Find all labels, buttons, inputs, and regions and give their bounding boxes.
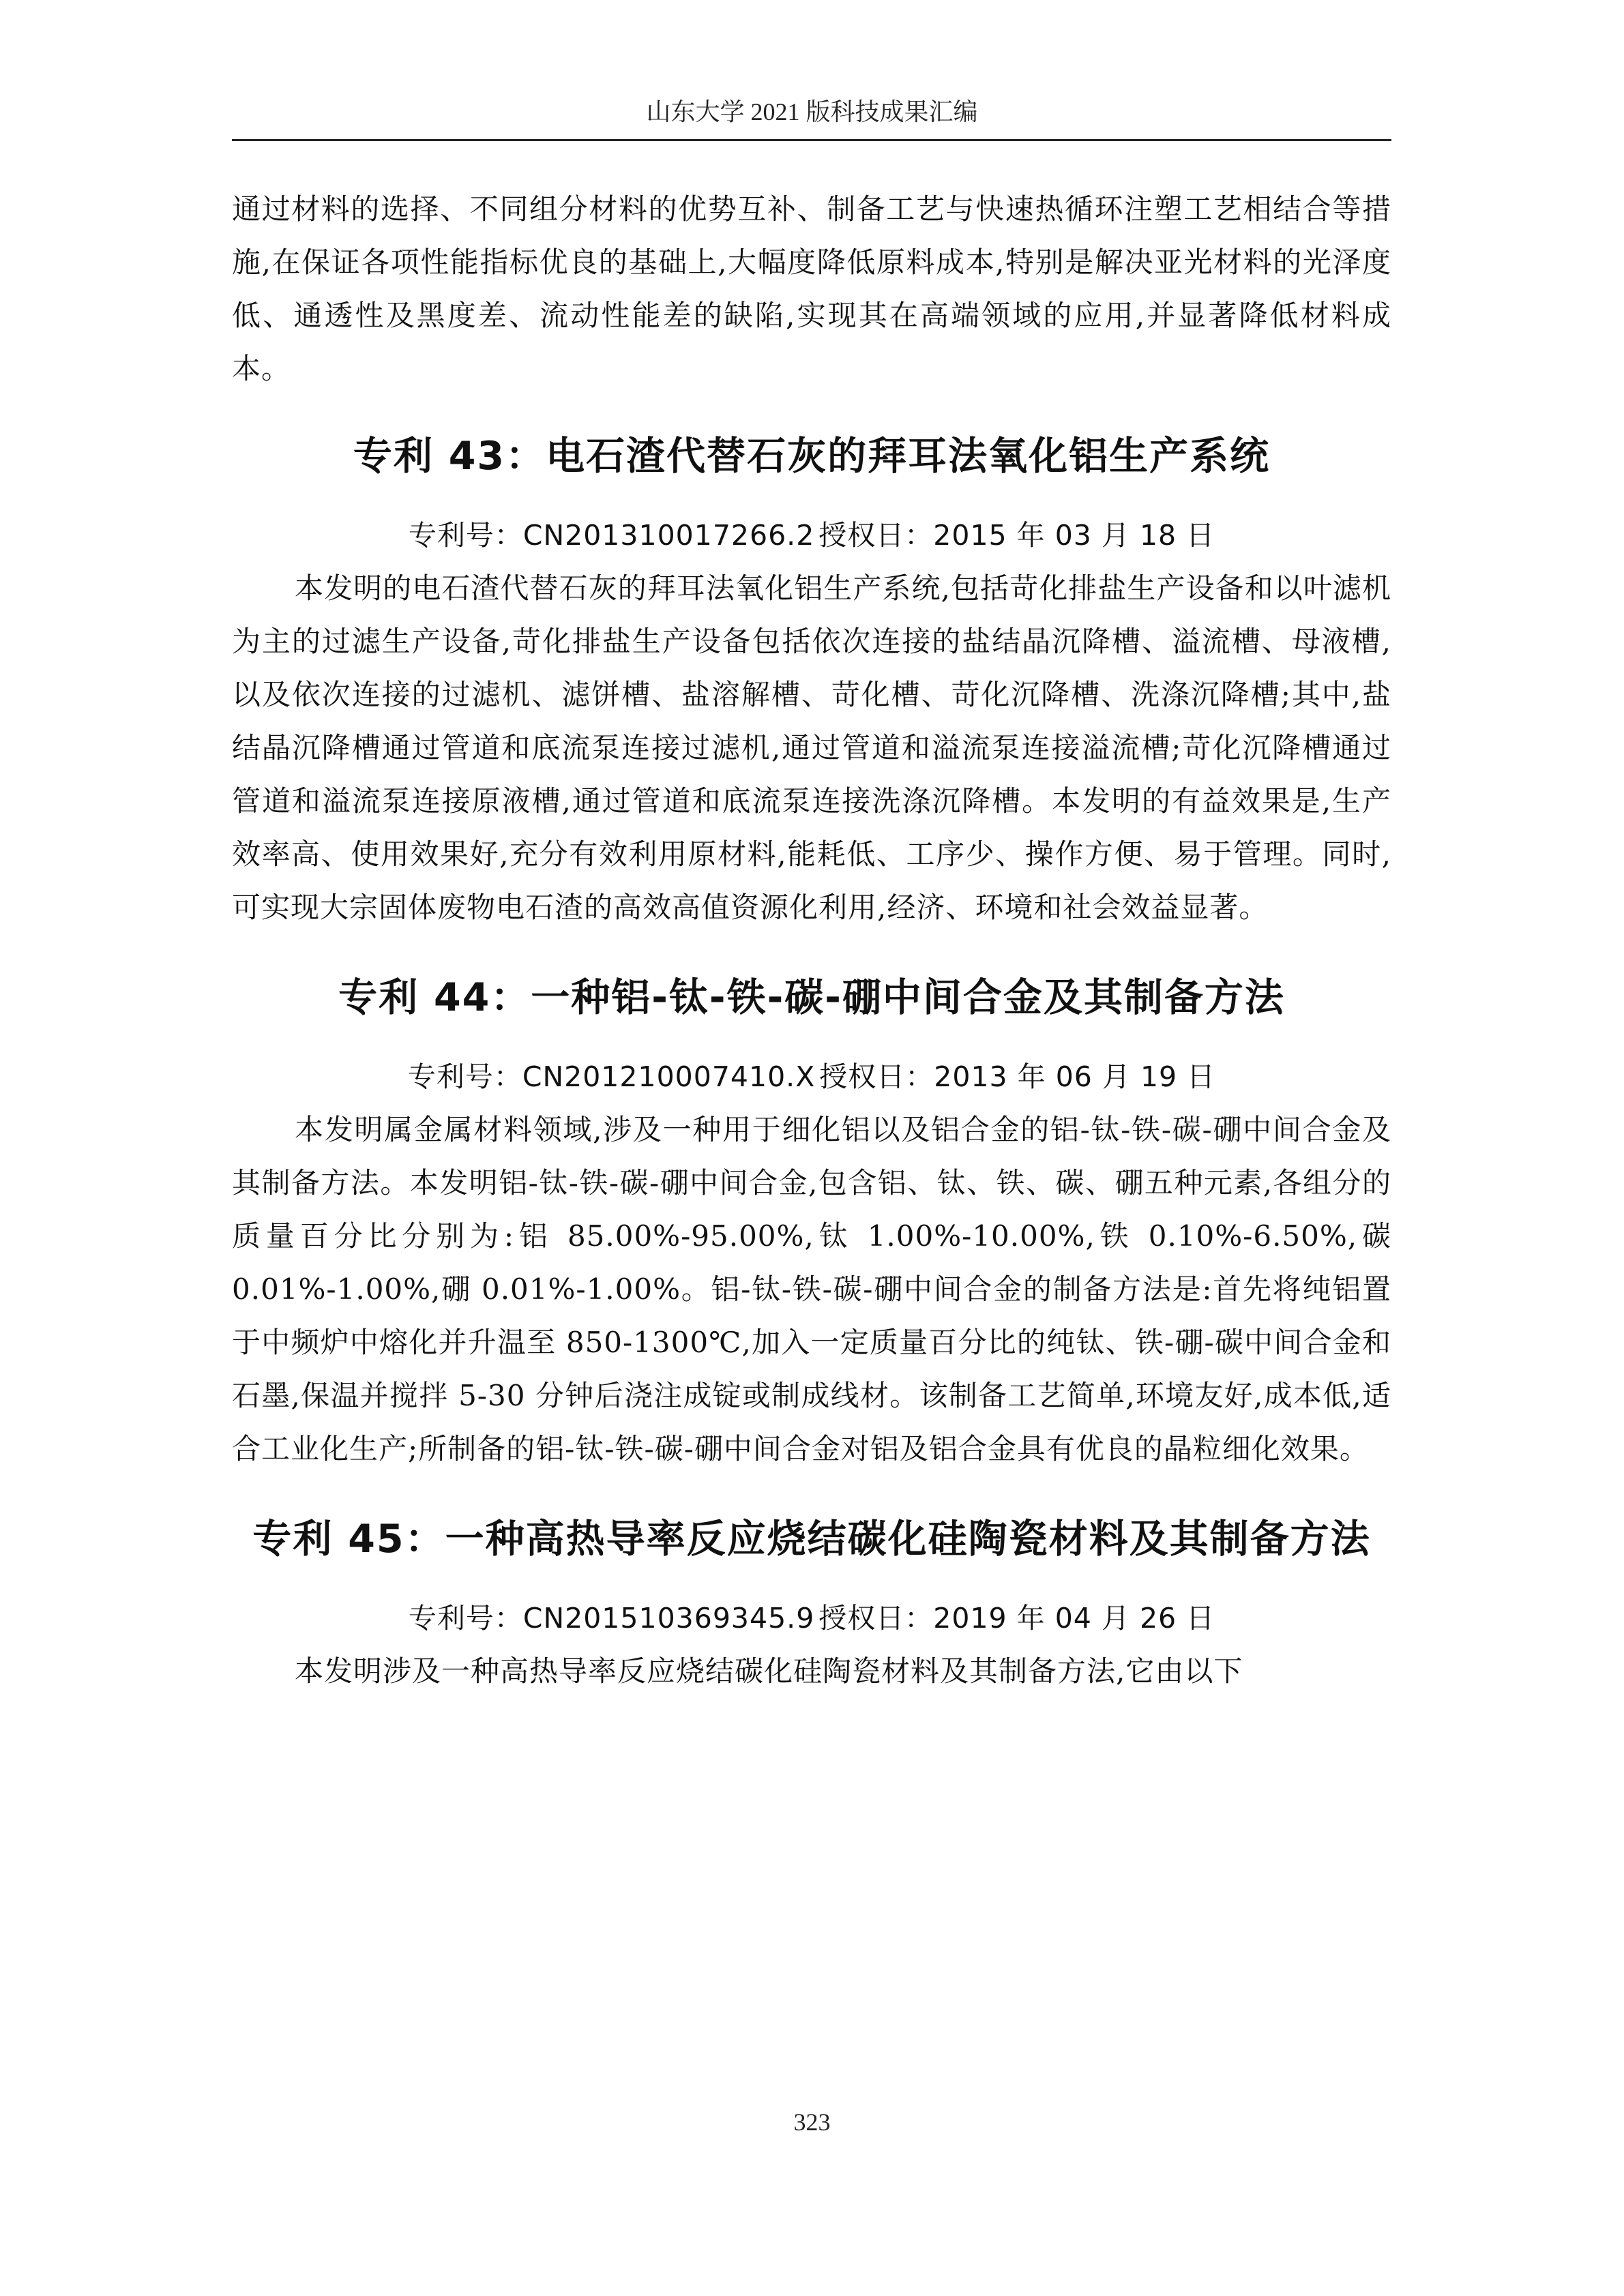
patent-45-number: 专利号：CN201510369345.9 [408, 1602, 815, 1635]
patent-43-section [232, 412, 1391, 934]
patent-43-grant-date: 授权日：2015 年 03 月 18 日 [818, 519, 1215, 552]
patent-44-number: 专利号：CN201210007410.X [407, 1060, 816, 1093]
intro-paragraph: 通过材料的选择、不同组分材料的优势互补、制备工艺与快速热循环注塑工艺相结合等措施,在保证各项性能指标优良的基础上,大幅度降低原料成本,特别是解决亚光材料的光泽度低、通透性及黑度差、流动性能差的缺陷,实现其在高端领域的应用,并显著降低材料成本。 [232, 192, 1391, 385]
patent-44-section [232, 953, 1391, 1476]
patent-45-title: 专利 45：一种高热导率反应烧结碳化硅陶瓷材料及其制备方法 [252, 1517, 1371, 1562]
patent-45-section [232, 1495, 1391, 1698]
page-number: 323 [793, 2108, 831, 2136]
patent-44-meta [232, 1050, 1391, 1103]
patent-45-meta [232, 1592, 1391, 1645]
header-divider [232, 139, 1391, 141]
patent-44-abstract: 本发明属金属材料领域,涉及一种用于细化铝以及铝合金的铝-钛-铁-碳-硼中间合金及其制备方法。本发明铝-钛-铁-碳-硼中间合金,包含铝、钛、铁、碳、硼五种元素,各组分的质量百分比分别为:铝 85.00%-95.00%,钛 1.00%-10.00%,铁 0.10%-6.50%,碳 0.01%-1.00%,硼 0.01%-1.00%。铝-钛-铁-碳-硼中间合金的制备方法是:首先将纯铝置于中频炉中熔化并升温至 850-1300℃,加入一定质量百分比的纯钛、铁-硼-碳中间合金和石墨,保温并搅拌 5-30 分钟后浇注成锭或制成线材。该制备工艺简单,环境友好,成本低,适合工业化生产;所制备的铝-钛-铁-碳-硼中间合金对铝及铝合金具有优良的晶粒细化效果。 [232, 1113, 1391, 1465]
patent-43-abstract: 本发明的电石渣代替石灰的拜耳法氧化铝生产系统,包括苛化排盐生产设备和以叶滤机为主的过滤生产设备,苛化排盐生产设备包括依次连接的盐结晶沉降槽、溢流槽、母液槽,以及依次连接的过滤机、滤饼槽、盐溶解槽、苛化槽、苛化沉降槽、洗涤沉降槽;其中,盐结晶沉降槽通过管道和底流泵连接过滤机,通过管道和溢流泵连接溢流槽;苛化沉降槽通过管道和溢流泵连接原液槽,通过管道和底流泵连接洗涤沉降槽。本发明的有益效果是,生产效率高、使用效果好,充分有效利用原材料,能耗低、工序少、操作方便、易于管理。同时,可实现大宗固体废物电石渣的高效高值资源化利用,经济、环境和社会效益显著。 [232, 571, 1391, 924]
patent-43-title: 专利 43：电石渣代替石灰的拜耳法氧化铝生产系统 [353, 434, 1271, 479]
patent-45-abstract: 本发明涉及一种高热导率反应烧结碳化硅陶瓷材料及其制备方法,它由以下 [295, 1654, 1243, 1688]
patent-44-title: 专利 44：一种铝-钛-铁-碳-硼中间合金及其制备方法 [338, 975, 1285, 1020]
patent-43-meta [232, 509, 1391, 562]
page-body [232, 183, 1391, 1698]
patent-43-number: 专利号：CN201310017266.2 [408, 519, 815, 552]
patent-45-grant-date: 授权日：2019 年 04 月 26 日 [818, 1602, 1215, 1635]
running-header: 山东大学 2021 版科技成果汇编 [646, 98, 978, 125]
patent-44-grant-date: 授权日：2013 年 06 月 19 日 [819, 1060, 1216, 1093]
